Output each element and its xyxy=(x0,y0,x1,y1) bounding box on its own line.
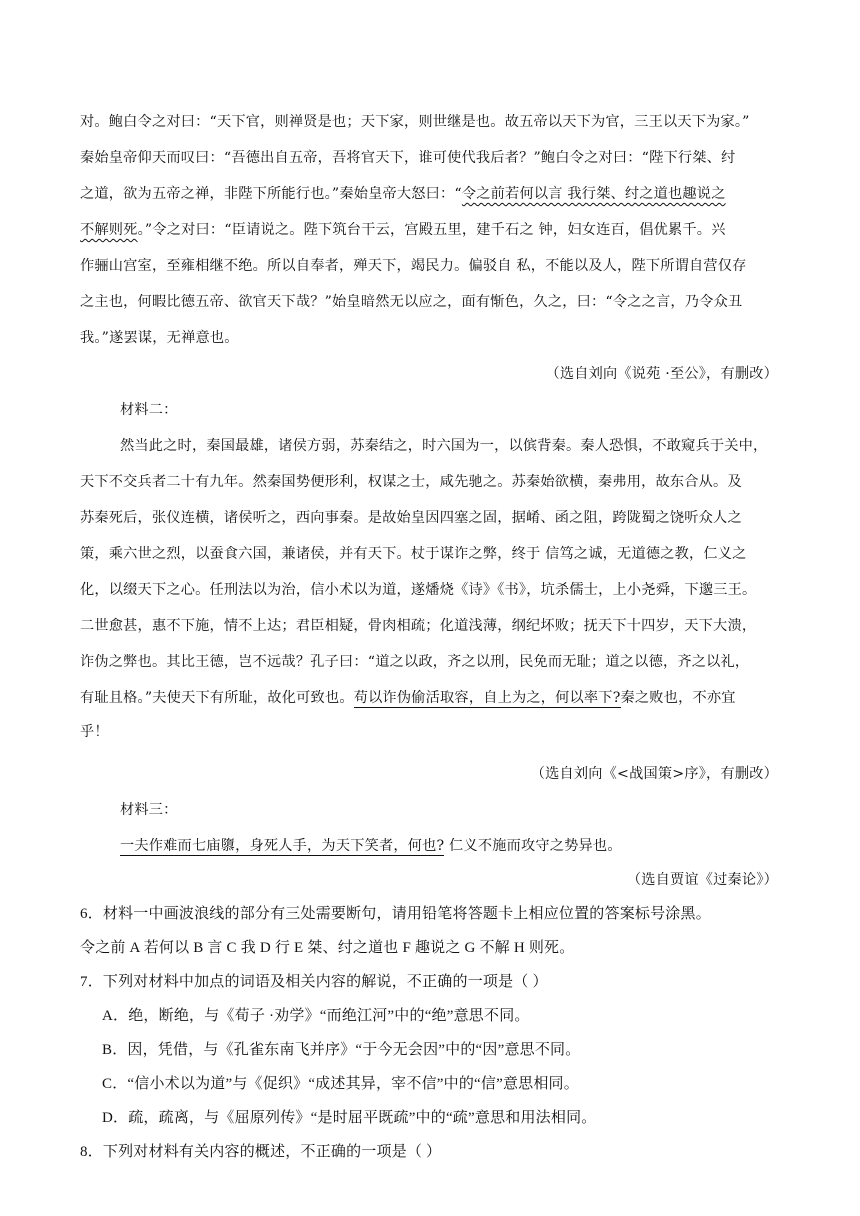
m2-line-8-tail: 秦之败也，不亦宜 xyxy=(620,690,736,706)
m2-line-7: 诈伪之弊也。其比王德，岂不远哉？孔子曰：“道之以政，齐之以刑，民免而无耻；道之以德，齐之以礼， xyxy=(80,654,750,670)
m2-line-1: 然当此之时，秦国最雄，诸侯方弱，苏秦结之，时六国为一，以傧背秦。秦人恐惧，不敢窥兵于关中， xyxy=(120,438,768,454)
m1-line-3 xyxy=(80,184,780,204)
q6-options: 令之前 A 若何以 B 言 C 我 D 行 E 桀、纣之道也 F 趣说之 G 不解 H 则死。 xyxy=(80,940,575,956)
m3-line-rest: 仁义不施而攻守之势异也。 xyxy=(444,838,622,854)
underlined-sentence-m2: 苟以诈伪偷活取容，自上为之，何以率下? xyxy=(353,690,621,706)
m2-line-6: 二世愈甚，惠不下施，情不上达；君臣相疑，骨肉相疏；化道浅薄，纲纪坏败；抚天下十四岁，天下大溃， xyxy=(80,618,757,634)
m2-source: （选自刘向《<战国策>序》，有删改） xyxy=(530,766,778,782)
q7-option-c: C．“信小术以为道”与《促织》“成述其异，宰不信”中的“信”意思相同。 xyxy=(102,1076,579,1092)
m3-source: （选自贾谊《过秦论》） xyxy=(626,872,778,888)
m1-line-2: 秦始皇帝仰天而叹曰：“吾德出自五帝，吾将官天下，谁可使代我后者？”鲍白令之对曰：“陛下行桀、纣 xyxy=(80,150,736,166)
m2-line-3: 苏秦死后，张仪连横，诸侯听之，西向事秦。是故始皇因四塞之固，据崤、函之阻，跨陇蜀之饶听众人之 xyxy=(80,510,742,526)
q7-option-b: B．因，凭借，与《孔雀东南飞并序》“于今无会因”中的“因”意思不同。 xyxy=(102,1042,581,1058)
wavy-underline-segment-1: 令之前若何以言 我行桀、纣之道也趣说之 xyxy=(461,186,726,202)
m2-line-4: 策，乘六世之烈，以蚕食六国，兼诸侯，并有天下。杖于谋诈之弊，终于 信笃之诚，无道德之教，仁义之 xyxy=(80,546,747,562)
q7-prompt: 7．下列对材料中加点的词语及相关内容的解说，不正确的一项是（ ） xyxy=(80,974,548,990)
m2-line-2: 天下不交兵者二十有九年。然秦国势便形利，权谋之士，咸先驰之。苏秦始欲横，秦弗用，故东合从。及 xyxy=(80,474,742,490)
m1-line-3-text: 之道，欲为五帝之禅，非陛下所能行也。”秦始皇帝大怒曰：“ xyxy=(80,186,462,202)
m1-source: （选自刘向《说苑 ·至公》，有删改） xyxy=(545,366,778,382)
wavy-underline-segment-2: 不解则死 xyxy=(80,222,138,238)
q8-prompt: 8．下列对材料有关内容的概述，不正确的一项是（ ） xyxy=(80,1144,442,1160)
m2-line-9: 乎！ xyxy=(80,724,109,740)
m2-title: 材料二： xyxy=(120,402,178,418)
m2-line-8-text: 有耻且格。”夫使天下有所耻，故化可致也。 xyxy=(80,690,354,706)
q7-option-a: A．绝，断绝，与《荀子 ·劝学》“而绝江河”中的“绝”意思不同。 xyxy=(102,1008,530,1024)
m1-line-4 xyxy=(80,220,780,240)
m1-line-7: 我。”遂罢谋，无禅意也。 xyxy=(80,330,239,346)
underlined-sentence-m3: 一夫作难而七庙隳，身死人手，为天下笑者，何也? xyxy=(120,838,445,854)
m2-line-8 xyxy=(80,688,780,708)
m3-title: 材料三： xyxy=(120,802,178,818)
m1-line-5: 作骊山宫室，至雍相继不绝。所以自奉者，殚天下，竭民力。偏驳自 私，不能以及人，陛下所谓自营仅存 xyxy=(80,258,747,274)
m2-line-5: 化，以缀天下之心。任刑法以为治，信小术以为道，遂燔烧《诗》《书》，坑杀儒士，上小尧舜，下邈三王。 xyxy=(80,582,757,598)
m3-line xyxy=(120,836,780,856)
m1-line-4-text: 。”令之对曰：“臣请说之。陛下筑台干云，宫殿五里，建千石之 钟，妇女连百，倡优累千。兴 xyxy=(137,222,726,238)
q7-option-d: D．疏，疏离，与《屈原列传》“是时屈平既疏”中的“疏”意思和用法相同。 xyxy=(102,1110,597,1126)
q6-prompt: 6．材料一中画波浪线的部分有三处需要断句，请用铅笔将答题卡上相应位置的答案标号涂黑。 xyxy=(80,906,711,922)
m1-line-6: 之主也，何暇比德五帝、欲官天下哉？”始皇暗然无以应之，面有惭色，久之，曰：“令之之言，乃令众丑 xyxy=(80,294,743,310)
m1-line-1: 对。鲍白令之对曰：“天下官，则禅贤是也；天下家，则世继是也。故五帝以天下为官，三王以天下为家。” xyxy=(80,114,750,130)
